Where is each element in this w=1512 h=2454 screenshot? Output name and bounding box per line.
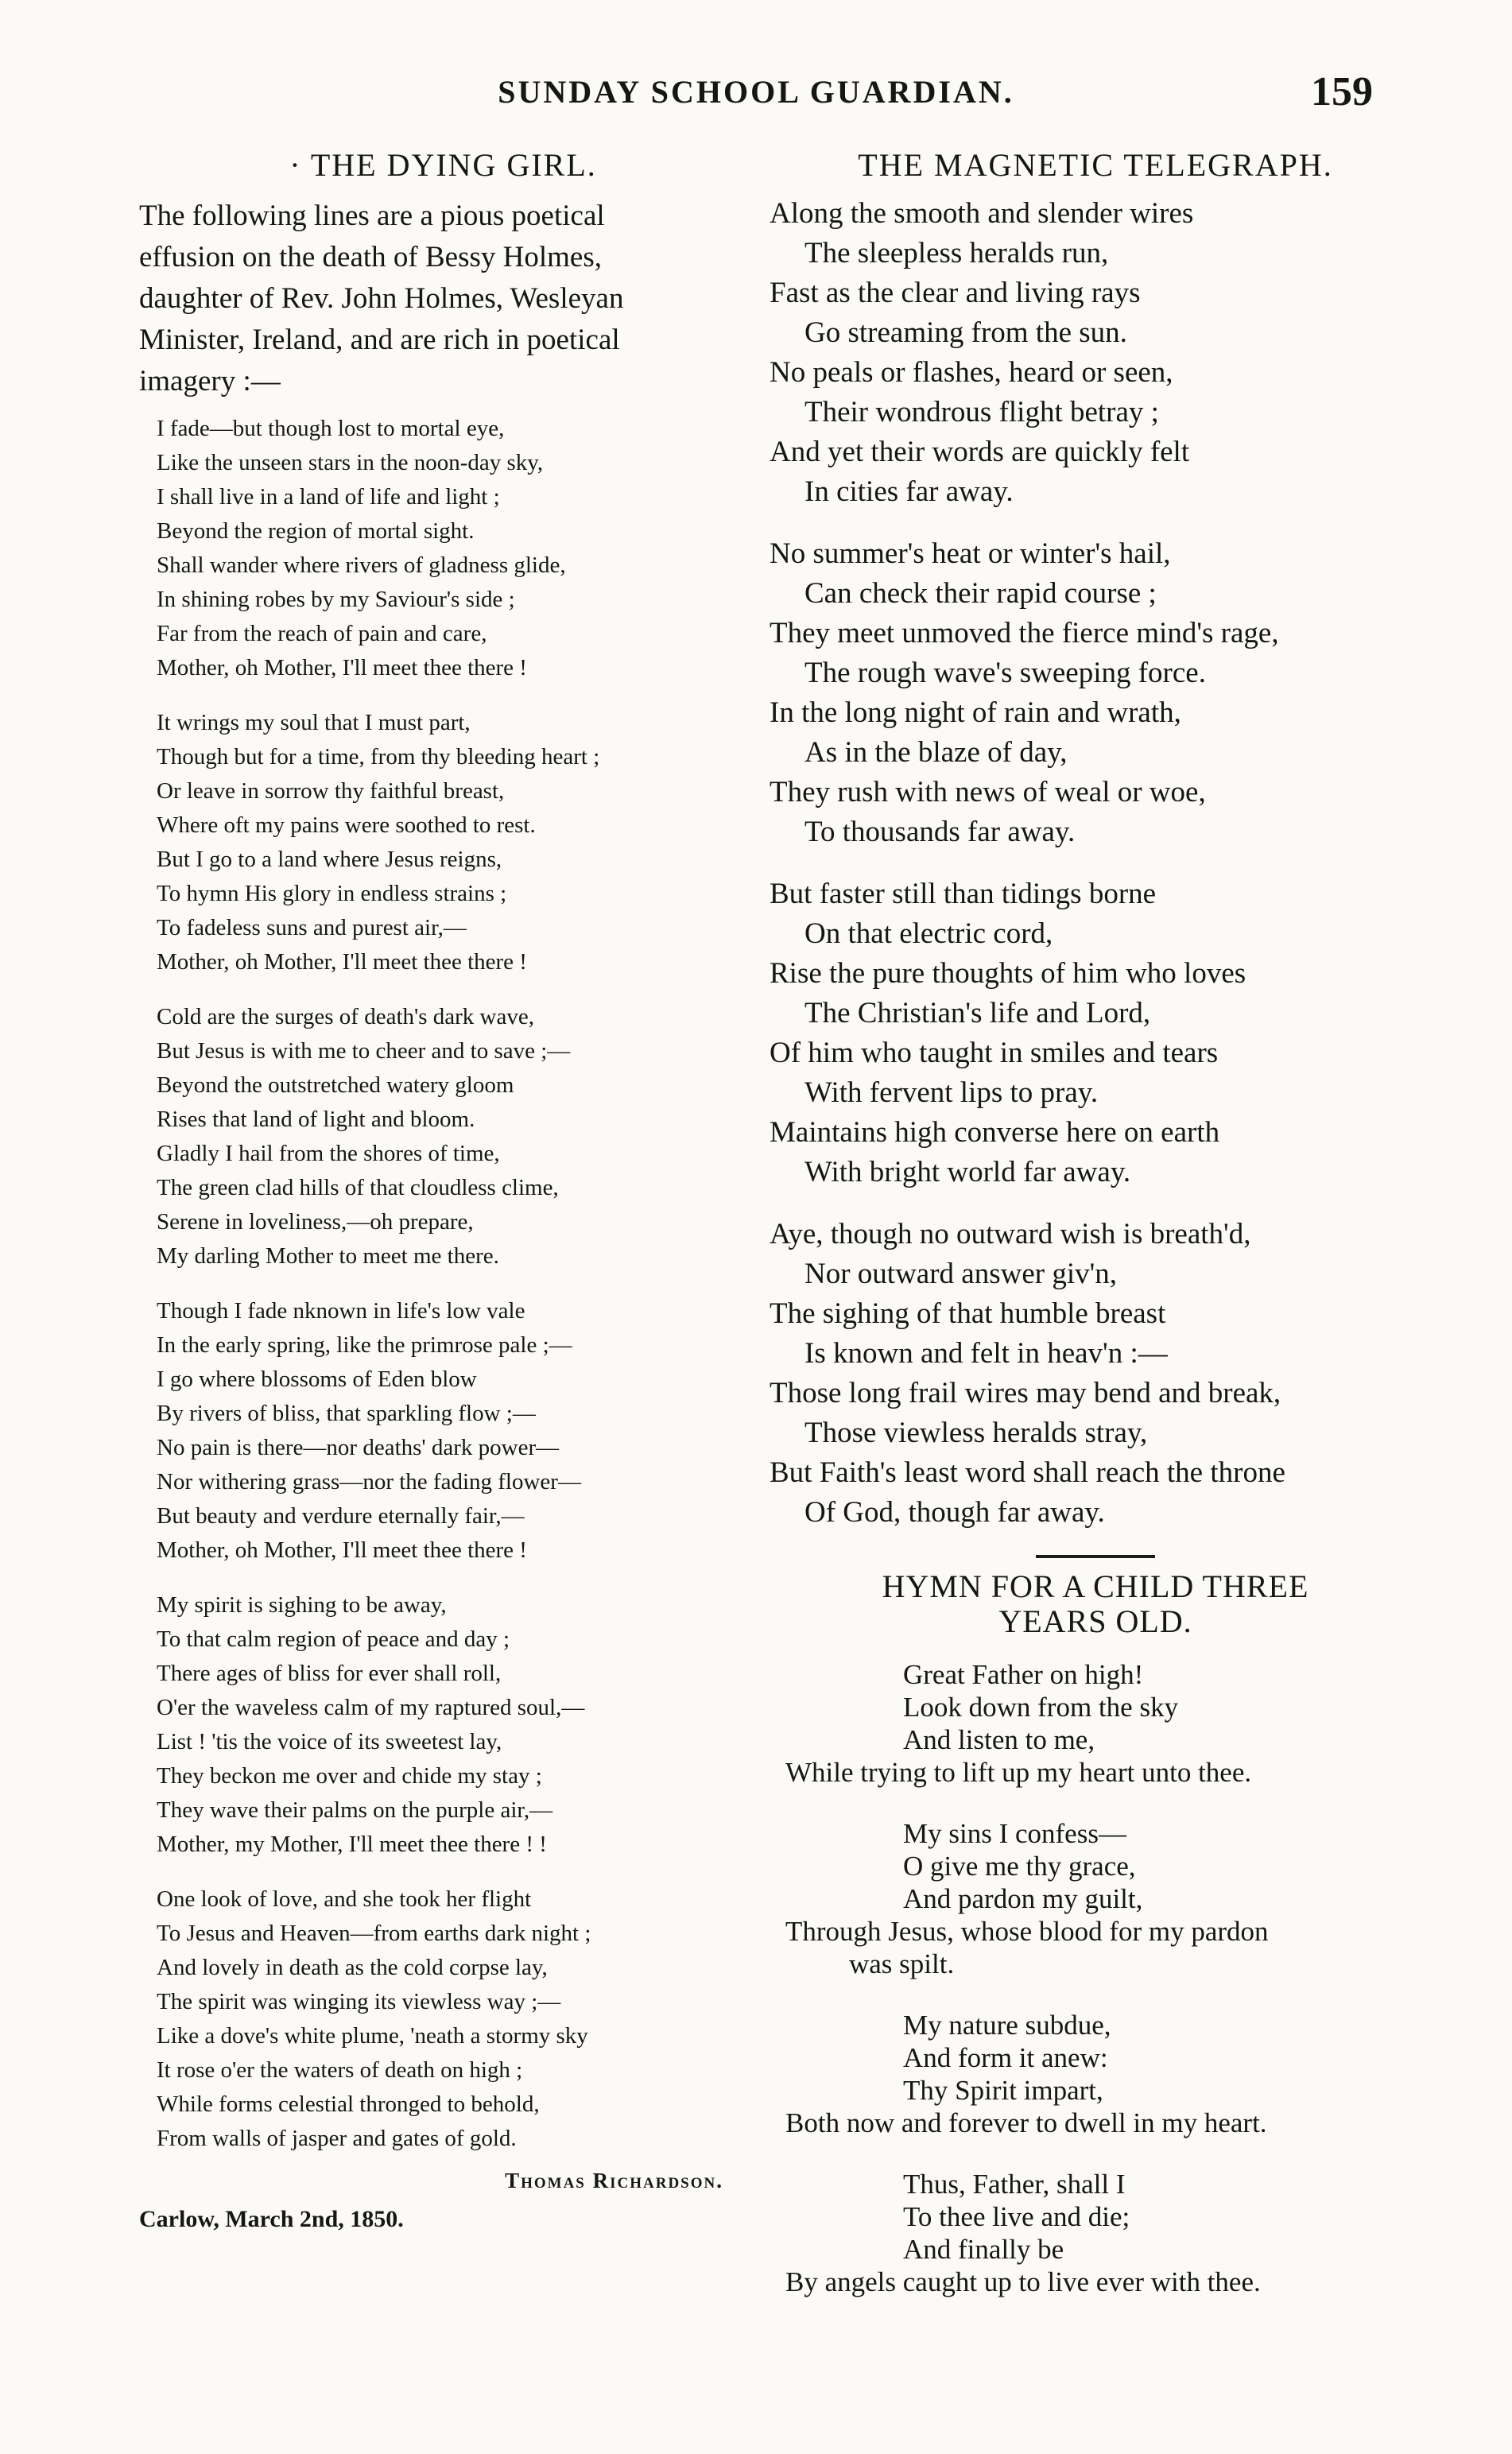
poem-line: Mother, my Mother, I'll meet thee there ! ! (157, 1832, 547, 1857)
poem-line: On that electric cord, (804, 917, 1053, 950)
author-signature: Thomas Richardson. (505, 2169, 723, 2192)
intro-line: daughter of Rev. John Holmes, Wesleyan (139, 282, 624, 315)
poem-line: To fadeless suns and purest air,— (157, 915, 467, 940)
poem-line: It rose o'er the waters of death on high ; (157, 2057, 523, 2083)
poem-line: The Christian's life and Lord, (804, 997, 1151, 1029)
poem-magnetic-telegraph (770, 194, 1421, 1533)
poem-line: was spilt. (849, 1948, 955, 1979)
poem-line: Mother, oh Mother, I'll meet thee there ! (157, 655, 527, 680)
poem-line: But I go to a land where Jesus reigns, (157, 847, 502, 872)
poem-line: My darling Mother to meet me there. (157, 1243, 499, 1269)
stanza (139, 412, 747, 685)
poem-line: Gladly I hail from the shores of time, (157, 1141, 500, 1166)
poem-line: Nor outward answer giv'n, (804, 1258, 1118, 1290)
stanza (139, 1882, 747, 2156)
poem-line: By rivers of bliss, that sparkling flow ;— (157, 1401, 536, 1426)
poem-line: Their wondrous flight betray ; (804, 396, 1159, 428)
poem-line: To that calm region of peace and day ; (157, 1626, 510, 1652)
poem-line: They beckon me over and chide my stay ; (157, 1763, 542, 1789)
poem-line: The spirit was winging its viewless way ;— (157, 1989, 561, 2014)
poem-line: Can check their rapid course ; (804, 577, 1157, 610)
hymn-title-line: YEARS OLD. (998, 1603, 1192, 1639)
poem-dying-girl (139, 412, 747, 2156)
poem-line: Aye, though no outward wish is breath'd, (770, 1218, 1251, 1250)
poem-line: Though I fade nknown in life's low vale (157, 1298, 525, 1324)
page-number: 159 (1311, 69, 1373, 114)
poem-line: But faster still than tidings borne (770, 878, 1157, 910)
poem-line: While trying to lift up my heart unto thee. (785, 1757, 1252, 1788)
poem-line: Both now and forever to dwell in my heart. (785, 2107, 1267, 2138)
poem-line: And listen to me, (903, 1724, 1095, 1755)
stanza (770, 1658, 1421, 1789)
poem-line: Fast as the clear and living rays (770, 277, 1141, 309)
dateline: Carlow, March 2nd, 1850. (139, 2206, 404, 2232)
poem-line: But Jesus is with me to cheer and to save ;— (157, 1038, 571, 1064)
intro-line: imagery :— (139, 365, 281, 397)
poem-line: And form it anew: (903, 2042, 1108, 2073)
poem-line: Is known and felt in heav'n :— (804, 1337, 1168, 1370)
poem-line: Of God, though far away. (804, 1496, 1105, 1529)
stanza (770, 1817, 1421, 1980)
poem-line: Thus, Father, shall I (903, 2169, 1126, 2200)
poem-line: From walls of jasper and gates of gold. (157, 2126, 517, 2151)
poem-line: Thy Spirit impart, (903, 2075, 1103, 2106)
poem-line: While forms celestial thronged to behold, (157, 2092, 540, 2117)
poem-line: The sighing of that humble breast (770, 1297, 1166, 1330)
stanza (770, 2168, 1421, 2298)
poem-line: Shall wander where rivers of gladness glide, (157, 552, 566, 578)
poem-line: And finally be (903, 2234, 1064, 2265)
poem-line: Like a dove's white plume, 'neath a stormy sky (157, 2023, 588, 2049)
intro-line: Minister, Ireland, and are rich in poetical (139, 324, 620, 356)
poem-line: Of him who taught in smiles and tears (770, 1037, 1219, 1069)
journal-title: SUNDAY SCHOOL GUARDIAN. (498, 74, 1014, 110)
poem-line: Beyond the region of mortal sight. (157, 518, 475, 544)
poem-title-dying-girl: · THE DYING GIRL. (289, 147, 597, 183)
poem-line: With bright world far away. (804, 1156, 1131, 1188)
poem-line: Those viewless heralds stray, (804, 1417, 1148, 1449)
stanza (139, 1000, 747, 1274)
stanza (770, 194, 1421, 512)
poem-line: They wave their palms on the purple air,— (157, 1797, 553, 1823)
poem-line: Rise the pure thoughts of him who loves (770, 957, 1246, 990)
poem-line: In shining robes by my Saviour's side ; (157, 587, 515, 612)
poem-line: And yet their words are quickly felt (770, 436, 1190, 468)
intro-paragraph (139, 196, 747, 402)
poem-line: Cold are the surges of death's dark wave, (157, 1004, 534, 1029)
intro-line: The following lines are a pious poetical (139, 200, 605, 232)
poem-line: To Jesus and Heaven—from earths dark night ; (157, 1921, 591, 1946)
poem-line: Go streaming from the sun. (804, 316, 1127, 349)
poem-line: The sleepless heralds run, (804, 237, 1109, 269)
poem-line: Mother, oh Mother, I'll meet thee there ! (157, 949, 527, 975)
poem-line: Those long frail wires may bend and break, (770, 1377, 1281, 1409)
poem-line: As in the blaze of day, (804, 736, 1068, 769)
poem-line: List ! 'tis the voice of its sweetest lay, (157, 1729, 502, 1754)
hymn-title (770, 1569, 1421, 1639)
poem-line: In cities far away. (804, 475, 1014, 508)
poem-line: Where oft my pains were soothed to rest. (157, 812, 536, 838)
poem-line: To thousands far away. (804, 816, 1076, 848)
poem-line: By angels caught up to live ever with thee. (785, 2266, 1261, 2297)
poem-line: To thee live and die; (903, 2201, 1130, 2232)
poem-line: It wrings my soul that I must part, (157, 710, 471, 735)
poem-line: Serene in loveliness,—oh prepare, (157, 1209, 474, 1235)
poem-line: In the early spring, like the primrose pale ;— (157, 1332, 572, 1358)
poem-line: And pardon my guilt, (903, 1883, 1143, 1914)
poem-line: My spirit is sighing to be away, (157, 1592, 447, 1618)
stanza (770, 534, 1421, 852)
poem-line: Great Father on high! (903, 1659, 1144, 1690)
left-column (139, 143, 747, 2233)
intro-line: effusion on the death of Bessy Holmes, (139, 241, 602, 273)
poem-line: Beyond the outstretched watery gloom (157, 1072, 514, 1098)
poem-line: There ages of bliss for ever shall roll, (157, 1661, 502, 1686)
poem-line: Rises that land of light and bloom. (157, 1107, 475, 1132)
poem-line: O'er the waveless calm of my raptured soul,— (157, 1695, 585, 1720)
poem-line: But beauty and verdure eternally fair,— (157, 1503, 525, 1529)
poem-line: Along the smooth and slender wires (770, 197, 1194, 230)
poem-line: The rough wave's sweeping force. (804, 657, 1206, 689)
poem-line: No peals or flashes, heard or seen, (770, 356, 1173, 389)
poem-line: Maintains high converse here on earth (770, 1116, 1220, 1149)
stanza (770, 1215, 1421, 1533)
poem-line: The green clad hills of that cloudless clime, (157, 1175, 559, 1200)
hymn-title-line: HYMN FOR A CHILD THREE (882, 1568, 1309, 1604)
section-divider (1036, 1555, 1155, 1558)
poem-line: With fervent lips to pray. (804, 1076, 1099, 1109)
poem-line: No pain is there—nor deaths' dark power— (157, 1435, 560, 1460)
stanza (139, 1294, 747, 1568)
poem-line: And lovely in death as the cold corpse lay, (157, 1955, 548, 1980)
poem-line: I fade—but though lost to mortal eye, (157, 416, 505, 441)
poem-line: No summer's heat or winter's hail, (770, 537, 1171, 570)
poem-line: My sins I confess— (903, 1818, 1126, 1849)
poem-line: My nature subdue, (903, 2010, 1111, 2041)
poem-line: O give me thy grace, (903, 1851, 1136, 1882)
poem-line: I go where blossoms of Eden blow (157, 1367, 477, 1392)
poem-line: In the long night of rain and wrath, (770, 696, 1181, 729)
poem-line: Nor withering grass—nor the fading flower— (157, 1469, 581, 1494)
poem-line: Like the unseen stars in the noon-day sky, (157, 450, 544, 475)
poem-line: Look down from the sky (903, 1692, 1179, 1723)
poem-line: But Faith's least word shall reach the throne (770, 1456, 1285, 1489)
poem-line: I shall live in a land of life and light ; (157, 484, 500, 510)
poem-line: One look of love, and she took her flight (157, 1886, 532, 1912)
poem-line: Or leave in sorrow thy faithful breast, (157, 778, 505, 804)
poem-line: Through Jesus, whose blood for my pardon (785, 1916, 1269, 1947)
poem-line: Far from the reach of pain and care, (157, 621, 487, 646)
stanza (770, 874, 1421, 1192)
poem-line: They meet unmoved the fierce mind's rage, (770, 617, 1279, 649)
running-head (0, 69, 1512, 121)
poem-title-magnetic-telegraph: THE MAGNETIC TELEGRAPH. (858, 147, 1333, 183)
stanza (139, 706, 747, 979)
poem-line: Mother, oh Mother, I'll meet thee there ! (157, 1537, 527, 1563)
right-column (770, 143, 1421, 2327)
poem-line: They rush with news of weal or woe, (770, 776, 1206, 808)
poem-line: To hymn His glory in endless strains ; (157, 881, 507, 906)
poem-line: Though but for a time, from thy bleeding heart ; (157, 744, 600, 770)
poem-hymn (770, 1658, 1421, 2298)
stanza (770, 2009, 1421, 2139)
stanza (139, 1588, 747, 1862)
